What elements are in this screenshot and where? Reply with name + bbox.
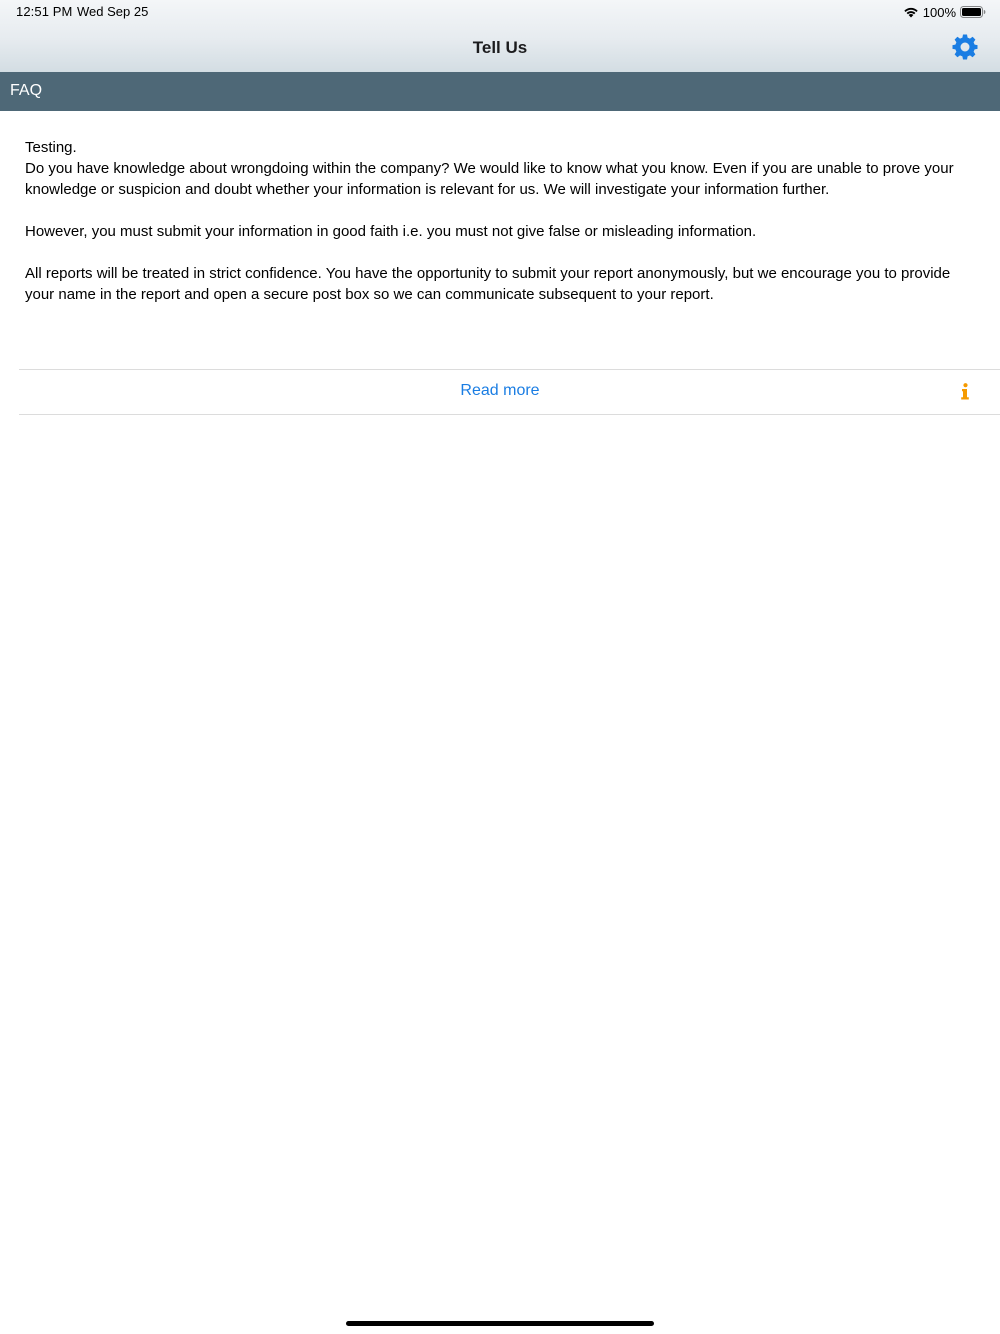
home-indicator[interactable] [346,1321,654,1326]
top-bar [0,0,1000,73]
info-icon[interactable] [960,383,970,400]
nav-title: Tell Us [472,38,528,57]
section-title: FAQ [10,82,43,99]
status-time: 12:51 PM [16,4,73,19]
battery-percentage: 100% [922,4,956,20]
battery-icon [960,6,986,18]
paragraph-knowledge: Do you have knowledge about wrongdoing within the company? We would like to know what you know. Even if you are unable to prove your knowledge or suspicion and doubt whether your information is relevant for us. We will investigate your information further. [25,160,954,198]
status-date: Wed Sep 25 [77,4,149,19]
read-more-button[interactable] [19,369,1000,415]
spacer [25,242,980,263]
spacer [25,200,980,221]
paragraph-confidence: All reports will be treated in strict confidence. You have the opportunity to submit your report anonymously, but we encourage you to provide your name in the report and open a secure post box so we can communicate subsequent to your report. [25,265,951,303]
status-indicators [903,4,986,20]
paragraph-good-faith: However, you must submit your information in good faith i.e. you must not give false or misleading information. [25,223,757,240]
intro-line: Testing. [25,139,77,156]
wifi-icon [903,6,919,18]
read-more-label: Read more [460,382,540,399]
faq-section-header [0,72,1000,111]
faq-content [25,137,980,305]
gear-icon[interactable] [952,34,978,60]
